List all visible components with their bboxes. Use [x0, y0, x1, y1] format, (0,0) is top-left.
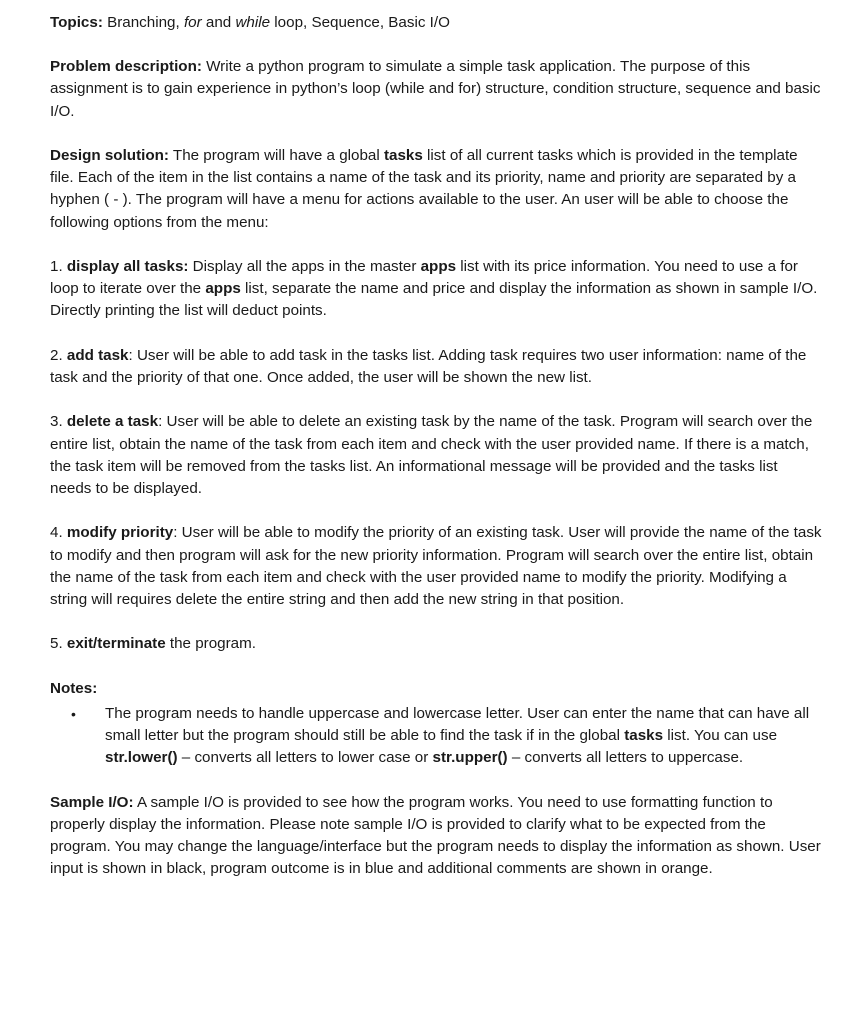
- sample-io-text: A sample I/O is provided to see how the program works. You need to use formatting function to properly display the information. Please note sample I/O is provided to clarify what to be expected from the program. You may change the language/interface but the program needs to display the information as shown. User input is shown in black, program outcome is in blue and additional comments are shown in orange.: [50, 793, 821, 878]
- option-number: 4.: [50, 524, 67, 542]
- option-text: : User will be able to add task in the tasks list. Adding task requires two user information: name of the task and the priority of that one. Once added, the user will be shown the new list.: [50, 346, 807, 386]
- option-text: Display all the apps in the master: [188, 258, 421, 275]
- notes-list: [50, 703, 822, 770]
- sample-io: [50, 792, 822, 881]
- for-keyword: for: [183, 14, 202, 31]
- option-title: exit/terminate: [66, 635, 166, 653]
- option-number: 3.: [50, 413, 67, 431]
- tasks-keyword: tasks: [383, 147, 423, 164]
- option-title: delete a task: [66, 413, 159, 431]
- option-number: 5.: [50, 635, 67, 653]
- topics-text: and: [201, 14, 236, 31]
- option-text: : User will be able to modify the priority of an existing task. User will provide the name of the task to modify and then program will ask for the new priority information. Program will search over the entire list, obtain the name of the task from each item and check with the user provided name to modify the priority. Modifying a string will requires delete the entire string and then add the new string in that position.: [50, 524, 822, 608]
- bullet-icon: •: [71, 705, 76, 722]
- notes-heading: [50, 678, 822, 700]
- topics-text: Branching,: [102, 14, 184, 31]
- problem-text: Write a python program to simulate a simple task application. The purpose of this assignment is to gain experience in python’s loop (while and for) structure, condition structure, sequence and basic I/O.: [50, 58, 821, 120]
- option-text: list with its price information. You need to use a for loop to iterate over the: [50, 258, 798, 298]
- topics-text: loop, Sequence, Basic I/O: [270, 14, 450, 31]
- option-delete-task: [50, 411, 822, 500]
- option-number: 2.: [50, 346, 67, 364]
- list-item: [71, 703, 822, 770]
- sample-io-label: Sample I/O:: [50, 793, 134, 811]
- design-solution: [50, 145, 822, 234]
- note-text: list. You can use: [663, 727, 778, 745]
- str-lower-keyword: str.lower(): [105, 749, 178, 767]
- note-text: – converts all letters to lower case or: [177, 749, 433, 767]
- design-label: Design solution:: [50, 147, 169, 164]
- problem-description: [50, 56, 822, 123]
- option-title: modify priority: [66, 524, 174, 542]
- notes-label: Notes:: [50, 679, 98, 697]
- option-display-all-tasks: [50, 256, 822, 323]
- option-text: list, separate the name and price and display the information as shown in sample I/O. Directly printing the list will deduct points.: [50, 280, 818, 320]
- option-modify-priority: [50, 522, 822, 611]
- topics-label: Topics:: [50, 14, 103, 31]
- option-number: 1.: [50, 258, 67, 275]
- option-add-task: [50, 345, 822, 389]
- design-text: list of all current tasks which is provided in the template file. Each of the item in the list contains a name of the task and its priority, name and priority are separated by a hyphen ( - ). The program will have a menu for actions available to the user. An user will be able to choose the following options from the menu:: [50, 147, 798, 231]
- note-text: – converts all letters to uppercase.: [507, 749, 744, 767]
- problem-label: Problem description:: [50, 58, 202, 76]
- option-exit: [50, 633, 822, 655]
- option-text: : User will be able to delete an existing task by the name of the task. Program will search over the entire list, obtain the name of the task from each item and check with the user provided name. If there is a match, the task item will be removed from the tasks list. An informational message will be provided and the tasks list needs to be displayed.: [50, 413, 813, 497]
- note-text: The program needs to handle uppercase and lowercase letter. User can enter the name that can have all small letter but the program should still be able to find the task if in the global: [105, 704, 810, 745]
- apps-keyword: apps: [420, 258, 457, 275]
- design-text: The program will have a global: [168, 147, 384, 164]
- while-keyword: while: [235, 14, 271, 31]
- topics-line: [50, 12, 822, 34]
- option-title: display all tasks:: [66, 258, 189, 275]
- str-upper-keyword: str.upper(): [432, 749, 508, 767]
- option-title: add task: [66, 346, 129, 364]
- apps-keyword: apps: [205, 280, 241, 298]
- option-text: the program.: [165, 635, 256, 653]
- tasks-keyword: tasks: [624, 727, 664, 745]
